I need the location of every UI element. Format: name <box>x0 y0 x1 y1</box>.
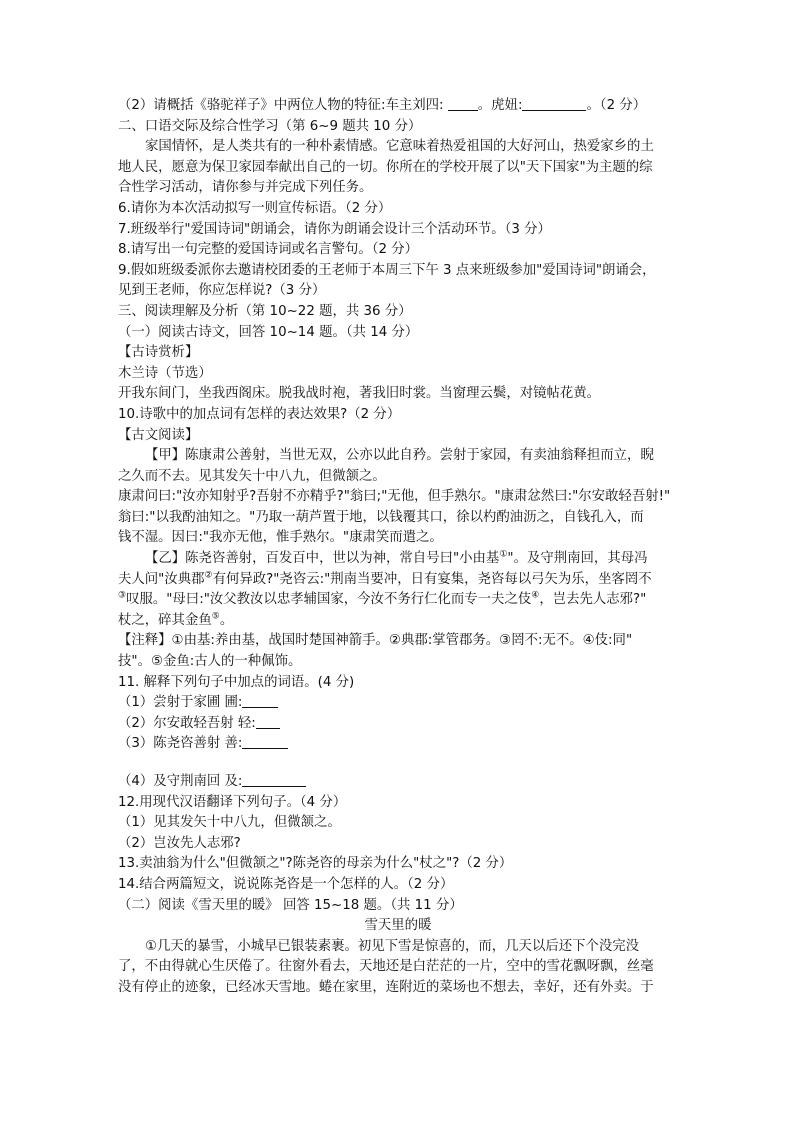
text-line <box>118 854 678 875</box>
text-line <box>118 834 678 855</box>
text-line <box>118 978 678 999</box>
footnote-marker: ⑤ <box>211 611 220 622</box>
text-run: 10.诗歌中的加点词有怎样的表达效果?（2 分） <box>118 406 401 422</box>
text-run: 。虎妞: <box>477 98 523 113</box>
text-run: 有何异政?"尧咨云:"荆南当要冲，日有宴集，尧咨每以弓矢为乐，坐客罔不 <box>212 571 652 587</box>
text-line <box>118 281 678 302</box>
text-run: 【甲】陈康肃公善射，当世无双，公亦以此自矜。尝射于家园，有卖油翁释担而立，睨 <box>145 448 654 464</box>
text-run: 14.结合两篇短文，说说陈尧咨是一个怎样的人。（2 分） <box>118 876 454 892</box>
text-line <box>118 528 678 549</box>
text-line <box>118 896 678 917</box>
text-line <box>118 487 678 508</box>
text-run: 没有停止的迹象，已经冰天雪地。蜷在家里，连附近的菜场也不想去，幸好，还有外卖。于 <box>118 979 654 995</box>
footnote-marker: ① <box>499 549 508 560</box>
answer-blank[interactable] <box>242 773 306 787</box>
text-line <box>118 467 678 488</box>
text-line <box>118 199 678 220</box>
text-run: 钱不湿。因曰:"我亦无他，惟手熟尔。"康肃笑而遣之。 <box>118 530 443 546</box>
text-line <box>118 446 678 467</box>
text-run: 木兰诗（节选） <box>118 365 212 381</box>
text-run: 家国情怀，是人类共有的一种朴素情感。它意味着热爱祖国的大好河山，热爱家乡的土 <box>145 139 654 155</box>
text-line <box>118 323 678 344</box>
text-line <box>118 117 678 138</box>
text-line <box>118 405 678 426</box>
text-line <box>118 734 678 755</box>
text-line <box>118 240 678 261</box>
text-run: （1）见其发矢十中八九，但微颔之。 <box>118 815 341 831</box>
text-run: 12.用现代汉语翻译下列句子。（4 分） <box>118 794 347 810</box>
footnote-marker: ② <box>204 570 213 581</box>
text-run: 。 <box>219 612 234 628</box>
text-run: 杖之，碎其金鱼 <box>118 612 212 628</box>
text-line <box>118 652 678 673</box>
text-line <box>118 611 678 632</box>
text-run: （2）请概括《骆驼祥子》中两位人物的特征:车主刘四: <box>118 98 448 113</box>
text-run: ，岂去先人志邪?" <box>539 592 647 608</box>
text-line <box>118 384 678 405</box>
answer-blank[interactable] <box>242 735 288 749</box>
text-run: 8.请写出一句完整的爱国诗词或名言警句。（2 分） <box>118 242 419 258</box>
answer-blank[interactable] <box>242 694 278 708</box>
footnote-marker: ③ <box>118 590 127 601</box>
text-line <box>118 549 678 570</box>
text-run: 6.请你为本次活动拟写一则宣传标语。（2 分） <box>118 200 392 216</box>
text-line <box>118 96 678 117</box>
text-run: "。及守荆南回，其母冯 <box>507 551 648 567</box>
text-line <box>118 508 678 529</box>
text-line <box>118 714 678 735</box>
text-run: 三、阅读理解及分析（第 10~22 题，共 36 分） <box>118 303 412 319</box>
text-run: 合性学习活动，请你参与并完成下列任务。 <box>118 180 373 196</box>
text-run: （1）尝射于家圃 圃: <box>118 695 243 711</box>
text-run: 【注释】①由基:养由基，战国时楚国神箭手。②典郡:掌管郡务。③罔不:无不。④伎:同" <box>118 633 633 649</box>
footnote-marker: ④ <box>531 590 540 601</box>
text-run: 雪天里的暖 <box>364 918 432 934</box>
text-line <box>118 590 678 611</box>
text-line <box>118 343 678 364</box>
text-run: （二）阅读《雪天里的暖》 回答 15~18 题。（共 11 分） <box>118 897 463 913</box>
text-run: 夫人问"汝典郡 <box>118 571 205 587</box>
text-run: 7.班级举行"爱国诗词"朗诵会，请你为朗诵会设计三个活动环节。（3 分） <box>118 221 551 237</box>
text-run: （2）岂汝先人志邪? <box>118 835 241 851</box>
text-line <box>118 178 678 199</box>
text-run: （一）阅读古诗文，回答 10~14 题。（共 14 分） <box>118 324 419 340</box>
text-run: 叹服。"母曰:"汝父教汝以忠孝辅国家，今汝不务行仁化而专一夫之伎 <box>126 592 532 608</box>
text-line <box>118 137 678 158</box>
text-run: 9.假如班级委派你去邀请校团委的王老师于本周三下午 3 点来班级参加"爱国诗词"朗诵会， <box>118 262 656 278</box>
text-line <box>118 364 678 385</box>
text-line <box>118 302 678 323</box>
text-run: 开我东间门，坐我西阁床。脱我战时袍，著我旧时裳。当窗理云鬓，对镜帖花黄。 <box>118 386 601 402</box>
text-run: 技"。⑤金鱼:古人的一种佩饰。 <box>118 654 302 670</box>
text-line <box>118 631 678 652</box>
text-run: ①几天的暴雪，小城早已银装素裹。初见下雪是惊喜的，而，几天以后还下个没完没 <box>145 938 640 954</box>
text-run: 11. 解释下列句子中加点的词语。(4 分) <box>118 674 355 690</box>
text-line <box>118 220 678 241</box>
text-line <box>118 772 678 793</box>
text-run: （3）陈尧咨善射 善: <box>118 736 243 752</box>
text-line <box>118 261 678 282</box>
text-line <box>118 793 678 814</box>
text-line <box>118 673 678 694</box>
text-run: 康肃问曰:"汝亦知射乎?吾射不亦精乎?"翁曰;"无他，但手熟尔。"康肃忿然曰:"尔安敢轻吾射!" <box>118 489 671 505</box>
text-run: （4）及守荆南回 及: <box>118 774 243 789</box>
exam-text <box>118 96 678 999</box>
text-run: （2）尔安敢轻吾射 轻: <box>118 715 256 731</box>
text-line <box>118 158 678 179</box>
text-run: 【古诗赏析】 <box>118 345 199 361</box>
text-run: 二、口语交际及综合性学习（第 6~9 题共 10 分） <box>118 118 422 134</box>
answer-blank[interactable] <box>522 97 586 111</box>
text-run: 了，不由得就心生厌倦了。往窗外看去，天地还是白茫茫的一片，空中的雪花飘呀飘，丝毫 <box>118 959 654 975</box>
text-line <box>118 693 678 714</box>
text-run: 【乙】陈尧咨善射，百发百中，世以为神，常自号曰"小由基 <box>145 551 500 567</box>
text-run: 翁曰:"以我酌油知之。"乃取一葫芦置于地，以钱覆其口，徐以杓酌油沥之，自钱孔入，而 <box>118 509 644 525</box>
answer-blank[interactable] <box>256 715 280 729</box>
text-run: 见到王老师，你应怎样说?（3 分） <box>118 283 326 299</box>
text-run: 13.卖油翁为什么"但微颔之"?陈尧咨的母亲为什么"杖之"?（2 分） <box>118 856 513 872</box>
article-title <box>118 916 678 937</box>
text-line <box>118 813 678 834</box>
text-line <box>118 875 678 896</box>
text-line <box>118 937 678 958</box>
text-run: 【古文阅读】 <box>118 427 199 443</box>
text-line <box>118 957 678 978</box>
text-line <box>118 570 678 591</box>
text-run: 地人民，愿意为保卫家园奉献出自己的一切。你所在的学校开展了以"天下国家"为主题的综 <box>118 159 653 175</box>
answer-blank[interactable] <box>448 97 478 111</box>
text-run: 之久而不去。见其发矢十中八九，但微颔之。 <box>118 468 386 484</box>
text-run: 。（2 分） <box>586 98 647 113</box>
text-line <box>118 426 678 447</box>
spacer <box>118 755 678 772</box>
